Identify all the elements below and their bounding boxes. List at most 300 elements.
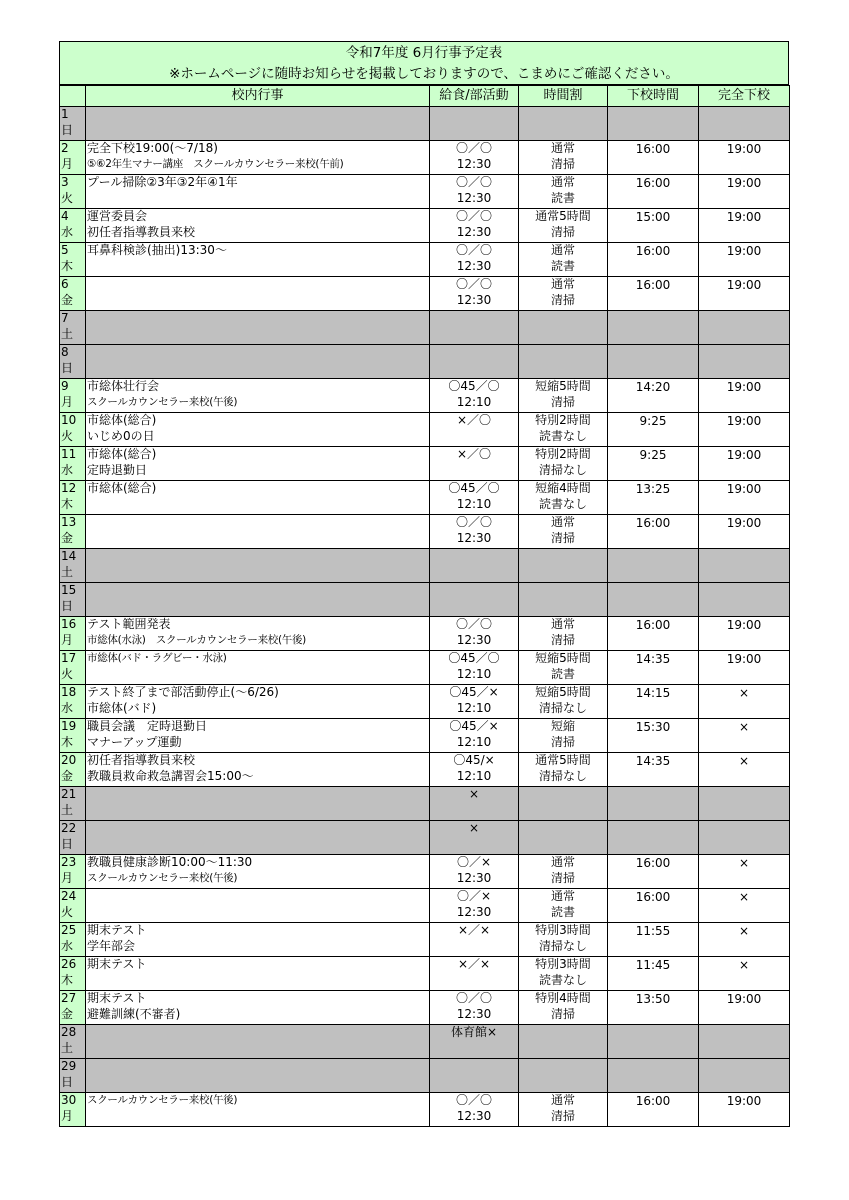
table-row bbox=[60, 311, 790, 345]
schedule-cell bbox=[519, 209, 608, 243]
leave-time: 14:15 bbox=[608, 685, 699, 719]
day-of-week: 土 bbox=[61, 802, 74, 817]
schedule-type: 通常 bbox=[550, 855, 575, 869]
day-of-week: 金 bbox=[61, 768, 74, 783]
day-cell bbox=[60, 311, 86, 345]
event-cell bbox=[86, 821, 430, 855]
event-line: 運営委員会 bbox=[87, 209, 148, 223]
day-cell bbox=[60, 957, 86, 991]
schedule-cell bbox=[519, 991, 608, 1025]
event-line: 避難訓練(不審者) bbox=[87, 1006, 181, 1021]
day-number: 2 bbox=[61, 141, 69, 155]
meal-cell bbox=[430, 107, 519, 141]
day-cell bbox=[60, 175, 86, 209]
meal-cell bbox=[430, 209, 519, 243]
meal-time: 12:10 bbox=[456, 496, 492, 511]
schedule-cell bbox=[519, 277, 608, 311]
meal-time: 12:10 bbox=[456, 666, 492, 681]
table-row bbox=[60, 175, 790, 209]
event-cell bbox=[86, 617, 430, 651]
header-leave-time: 下校時間 bbox=[608, 86, 699, 107]
table-row bbox=[60, 719, 790, 753]
event-cell bbox=[86, 175, 430, 209]
day-number: 24 bbox=[61, 889, 77, 903]
final-leave-time: 19:00 bbox=[699, 651, 790, 685]
leave-time: 13:25 bbox=[608, 481, 699, 515]
schedule-type: 通常 bbox=[550, 889, 575, 903]
table-row bbox=[60, 787, 790, 821]
meal-cell bbox=[430, 991, 519, 1025]
schedule-activity: 清掃なし bbox=[538, 700, 587, 715]
day-number: 26 bbox=[61, 957, 77, 971]
final-leave-time: 19:00 bbox=[699, 413, 790, 447]
meal-cell bbox=[430, 855, 519, 889]
event-cell bbox=[86, 107, 430, 141]
event-cell bbox=[86, 1025, 430, 1059]
final-leave-time: × bbox=[699, 719, 790, 753]
schedule-type: 通常 bbox=[550, 515, 575, 529]
leave-time: 11:55 bbox=[608, 923, 699, 957]
schedule-cell bbox=[519, 141, 608, 175]
event-line: 初任者指導教員来校 bbox=[87, 753, 196, 767]
final-leave-time bbox=[699, 345, 790, 379]
day-of-week: 日 bbox=[61, 122, 74, 137]
leave-time: 16:00 bbox=[608, 277, 699, 311]
final-leave-time: × bbox=[699, 855, 790, 889]
meal-club-status: 〇／× bbox=[456, 855, 492, 869]
schedule-cell bbox=[519, 1025, 608, 1059]
schedule-cell bbox=[519, 787, 608, 821]
day-number: 14 bbox=[61, 549, 77, 563]
final-leave-time bbox=[699, 549, 790, 583]
schedule-cell bbox=[519, 685, 608, 719]
leave-time: 16:00 bbox=[608, 141, 699, 175]
meal-cell bbox=[430, 1093, 519, 1127]
day-of-week: 月 bbox=[61, 632, 74, 647]
event-line: 定時退勤日 bbox=[87, 462, 148, 477]
day-cell bbox=[60, 855, 86, 889]
event-line: スクールカウンセラー来校(午後) bbox=[87, 1094, 238, 1106]
event-cell bbox=[86, 209, 430, 243]
event-cell bbox=[86, 243, 430, 277]
meal-club-status: 〇45／〇 bbox=[448, 481, 500, 495]
meal-time: 12:10 bbox=[456, 394, 492, 409]
final-leave-time: × bbox=[699, 889, 790, 923]
final-leave-time: × bbox=[699, 957, 790, 991]
final-leave-time bbox=[699, 1059, 790, 1093]
leave-time: 16:00 bbox=[608, 889, 699, 923]
event-line: 市総体(水泳) スクールカウンセラー来校(午後) bbox=[87, 633, 306, 646]
final-leave-time bbox=[699, 107, 790, 141]
schedule-cell bbox=[519, 311, 608, 345]
meal-cell bbox=[430, 787, 519, 821]
meal-club-status: 〇／〇 bbox=[455, 277, 492, 291]
meal-cell bbox=[430, 821, 519, 855]
table-row bbox=[60, 515, 790, 549]
day-of-week: 水 bbox=[61, 224, 74, 239]
schedule-cell bbox=[519, 107, 608, 141]
table-row bbox=[60, 923, 790, 957]
final-leave-time: × bbox=[699, 753, 790, 787]
meal-cell bbox=[430, 379, 519, 413]
day-of-week: 月 bbox=[61, 156, 74, 171]
table-row bbox=[60, 107, 790, 141]
meal-club-status: 〇／〇 bbox=[455, 141, 492, 155]
meal-club-status: × bbox=[468, 821, 480, 835]
event-cell bbox=[86, 277, 430, 311]
meal-club-status: 〇／× bbox=[456, 889, 492, 903]
final-leave-time: 19:00 bbox=[699, 175, 790, 209]
header-day bbox=[60, 86, 86, 107]
schedule-cell bbox=[519, 889, 608, 923]
schedule-activity: 清掃 bbox=[550, 224, 575, 239]
event-line: テスト範囲発表 bbox=[87, 617, 171, 631]
schedule-cell bbox=[519, 379, 608, 413]
schedule-activity: 清掃 bbox=[550, 734, 575, 749]
final-leave-time: 19:00 bbox=[699, 447, 790, 481]
schedule-cell bbox=[519, 243, 608, 277]
table-row bbox=[60, 821, 790, 855]
event-cell bbox=[86, 923, 430, 957]
event-cell bbox=[86, 855, 430, 889]
schedule-type: 特別3時間 bbox=[535, 957, 591, 971]
leave-time: 16:00 bbox=[608, 515, 699, 549]
schedule-cell bbox=[519, 481, 608, 515]
meal-time: 体育館× bbox=[450, 1025, 498, 1039]
day-of-week: 日 bbox=[61, 598, 74, 613]
table-row bbox=[60, 583, 790, 617]
event-cell bbox=[86, 1059, 430, 1093]
event-line: マナーアップ運動 bbox=[87, 734, 182, 749]
meal-cell bbox=[430, 1025, 519, 1059]
event-line: 耳鼻科検診(抽出)13:30〜 bbox=[87, 243, 227, 257]
schedule-activity: 清掃なし bbox=[538, 462, 587, 477]
meal-cell bbox=[430, 243, 519, 277]
day-of-week: 日 bbox=[61, 836, 74, 851]
day-of-week: 木 bbox=[61, 496, 74, 511]
day-of-week: 月 bbox=[61, 870, 74, 885]
meal-time: 12:30 bbox=[456, 292, 492, 307]
day-cell bbox=[60, 617, 86, 651]
event-line: プール掃除②3年③2年④1年 bbox=[87, 175, 238, 189]
day-number: 23 bbox=[61, 855, 77, 869]
meal-cell bbox=[430, 345, 519, 379]
schedule-activity: 清掃 bbox=[550, 292, 575, 307]
table-row bbox=[60, 617, 790, 651]
header-events: 校内行事 bbox=[86, 86, 430, 107]
day-cell bbox=[60, 821, 86, 855]
day-of-week: 火 bbox=[61, 904, 74, 919]
day-cell bbox=[60, 515, 86, 549]
day-of-week: 土 bbox=[61, 1040, 74, 1055]
day-cell bbox=[60, 277, 86, 311]
day-cell bbox=[60, 141, 86, 175]
day-number: 19 bbox=[61, 719, 77, 733]
meal-time: 12:30 bbox=[456, 190, 492, 205]
schedule-sheet bbox=[59, 41, 789, 1127]
day-cell bbox=[60, 685, 86, 719]
meal-club-status: 〇45/× bbox=[453, 753, 495, 767]
leave-time: 14:35 bbox=[608, 651, 699, 685]
schedule-activity: 清掃 bbox=[550, 632, 575, 647]
schedule-cell bbox=[519, 821, 608, 855]
header-final-time: 完全下校 bbox=[699, 86, 790, 107]
event-cell bbox=[86, 345, 430, 379]
day-of-week: 水 bbox=[61, 938, 74, 953]
leave-time: 14:35 bbox=[608, 753, 699, 787]
meal-cell bbox=[430, 957, 519, 991]
day-of-week: 水 bbox=[61, 700, 74, 715]
schedule-activity: 清掃なし bbox=[538, 768, 587, 783]
schedule-type: 特別4時間 bbox=[535, 991, 591, 1005]
meal-cell bbox=[430, 549, 519, 583]
leave-time bbox=[608, 549, 699, 583]
event-cell bbox=[86, 413, 430, 447]
day-number: 9 bbox=[61, 379, 69, 393]
day-cell bbox=[60, 481, 86, 515]
day-number: 1 bbox=[61, 107, 69, 121]
final-leave-time: × bbox=[699, 923, 790, 957]
table-row bbox=[60, 549, 790, 583]
day-number: 6 bbox=[61, 277, 69, 291]
meal-club-status: 〇／〇 bbox=[455, 243, 492, 257]
table-row bbox=[60, 991, 790, 1025]
header-meal: 給食/部活動 bbox=[430, 86, 519, 107]
event-line: 学年部会 bbox=[87, 938, 136, 953]
schedule-activity: 清掃 bbox=[550, 394, 575, 409]
day-cell bbox=[60, 719, 86, 753]
schedule-activity: 清掃 bbox=[550, 1006, 575, 1021]
leave-time: 16:00 bbox=[608, 243, 699, 277]
day-of-week: 火 bbox=[61, 190, 74, 205]
meal-cell bbox=[430, 277, 519, 311]
day-of-week: 日 bbox=[61, 360, 74, 375]
meal-club-status: ×／〇 bbox=[456, 447, 492, 461]
schedule-type: 短縮5時間 bbox=[535, 379, 591, 393]
leave-time bbox=[608, 107, 699, 141]
meal-club-status: 〇45／〇 bbox=[448, 651, 500, 665]
event-line: テスト終了まで部活動停止(〜6/26) bbox=[87, 685, 279, 699]
schedule-type: 短縮5時間 bbox=[535, 651, 591, 665]
event-cell bbox=[86, 719, 430, 753]
day-number: 8 bbox=[61, 345, 69, 359]
schedule-cell bbox=[519, 447, 608, 481]
day-cell bbox=[60, 787, 86, 821]
day-number: 13 bbox=[61, 515, 77, 529]
day-cell bbox=[60, 107, 86, 141]
final-leave-time bbox=[699, 1025, 790, 1059]
event-line: 市総体(総合) bbox=[87, 413, 157, 427]
table-row bbox=[60, 447, 790, 481]
day-of-week: 木 bbox=[61, 258, 74, 273]
day-number: 20 bbox=[61, 753, 77, 767]
meal-time: 12:10 bbox=[456, 700, 492, 715]
table-row bbox=[60, 685, 790, 719]
meal-cell bbox=[430, 141, 519, 175]
day-number: 30 bbox=[61, 1093, 77, 1107]
table-row bbox=[60, 379, 790, 413]
day-of-week: 木 bbox=[61, 734, 74, 749]
day-cell bbox=[60, 651, 86, 685]
notice-text: ※ホームページに随時お知らせを掲載しておりますので、こまめにご確認ください。 bbox=[169, 66, 679, 82]
event-line: スクールカウンセラー来校(午後) bbox=[87, 871, 238, 884]
schedule-activity: 清掃 bbox=[550, 870, 575, 885]
table-row bbox=[60, 855, 790, 889]
meal-cell bbox=[430, 481, 519, 515]
schedule-cell bbox=[519, 549, 608, 583]
event-cell bbox=[86, 549, 430, 583]
day-cell bbox=[60, 1059, 86, 1093]
day-cell bbox=[60, 447, 86, 481]
schedule-type: 通常 bbox=[550, 617, 575, 631]
table-row bbox=[60, 209, 790, 243]
event-line: 教職員健康診断10:00〜11:30 bbox=[87, 855, 253, 869]
meal-cell bbox=[430, 923, 519, 957]
schedule-cell bbox=[519, 651, 608, 685]
schedule-activity: 清掃 bbox=[550, 156, 575, 171]
day-cell bbox=[60, 379, 86, 413]
header-schedule: 時間割 bbox=[519, 86, 608, 107]
table-row bbox=[60, 481, 790, 515]
event-cell bbox=[86, 481, 430, 515]
day-of-week: 金 bbox=[61, 292, 74, 307]
day-of-week: 月 bbox=[61, 1108, 74, 1123]
meal-club-status: ×／× bbox=[457, 923, 491, 937]
event-cell bbox=[86, 583, 430, 617]
meal-club-status: 〇45／× bbox=[449, 719, 499, 733]
event-line: 期末テスト bbox=[87, 991, 147, 1005]
day-cell bbox=[60, 345, 86, 379]
meal-time: 12:30 bbox=[456, 870, 492, 885]
meal-cell bbox=[430, 719, 519, 753]
day-number: 27 bbox=[61, 991, 77, 1005]
table-row bbox=[60, 141, 790, 175]
meal-cell bbox=[430, 651, 519, 685]
meal-club-status: 〇／〇 bbox=[455, 209, 492, 223]
day-number: 16 bbox=[61, 617, 77, 631]
event-line: 教職員救命救急講習会15:00〜 bbox=[87, 768, 254, 783]
day-of-week: 月 bbox=[61, 394, 74, 409]
schedule-type: 特別2時間 bbox=[535, 447, 591, 461]
schedule-activity: 読書 bbox=[550, 666, 575, 681]
meal-cell bbox=[430, 617, 519, 651]
day-number: 7 bbox=[61, 311, 69, 325]
leave-time: 9:25 bbox=[608, 413, 699, 447]
final-leave-time: 19:00 bbox=[699, 481, 790, 515]
schedule-type: 通常5時間 bbox=[535, 209, 591, 223]
title-box bbox=[59, 41, 789, 85]
schedule-activity: 読書 bbox=[550, 190, 575, 205]
day-cell bbox=[60, 1093, 86, 1127]
day-number: 29 bbox=[61, 1059, 77, 1073]
table-row bbox=[60, 957, 790, 991]
day-number: 15 bbox=[61, 583, 77, 597]
day-number: 28 bbox=[61, 1025, 77, 1039]
meal-cell bbox=[430, 889, 519, 923]
event-cell bbox=[86, 753, 430, 787]
day-of-week: 火 bbox=[61, 666, 74, 681]
table-row bbox=[60, 277, 790, 311]
event-cell bbox=[86, 379, 430, 413]
event-cell bbox=[86, 311, 430, 345]
day-of-week: 木 bbox=[61, 972, 74, 987]
schedule-cell bbox=[519, 1059, 608, 1093]
schedule-type: 通常 bbox=[550, 141, 575, 155]
schedule-type: 短縮5時間 bbox=[535, 685, 591, 699]
meal-club-status: 〇／〇 bbox=[455, 175, 492, 189]
schedule-type: 通常 bbox=[550, 243, 575, 257]
leave-time: 15:00 bbox=[608, 209, 699, 243]
meal-club-status: 〇／〇 bbox=[455, 1093, 492, 1107]
leave-time: 16:00 bbox=[608, 1093, 699, 1127]
day-of-week: 金 bbox=[61, 530, 74, 545]
event-cell bbox=[86, 685, 430, 719]
meal-cell bbox=[430, 685, 519, 719]
event-line: 市総体(総合) bbox=[87, 481, 157, 495]
schedule-table bbox=[59, 85, 790, 1127]
event-cell bbox=[86, 651, 430, 685]
final-leave-time: 19:00 bbox=[699, 277, 790, 311]
schedule-type: 特別2時間 bbox=[535, 413, 591, 427]
event-line: ⑤⑥2年生マナー講座 スクールカウンセラー来校(午前) bbox=[87, 157, 344, 170]
schedule-cell bbox=[519, 855, 608, 889]
meal-club-status: 〇／〇 bbox=[455, 515, 492, 529]
event-cell bbox=[86, 515, 430, 549]
meal-club-status: 〇／〇 bbox=[455, 617, 492, 631]
meal-time: 12:30 bbox=[456, 1006, 492, 1021]
schedule-cell bbox=[519, 923, 608, 957]
leave-time bbox=[608, 787, 699, 821]
day-cell bbox=[60, 209, 86, 243]
event-line: 市総体壮行会 bbox=[87, 379, 160, 393]
schedule-type: 通常 bbox=[550, 1093, 575, 1107]
meal-time: 12:30 bbox=[456, 530, 492, 545]
schedule-cell bbox=[519, 345, 608, 379]
day-of-week: 日 bbox=[61, 1074, 74, 1089]
day-cell bbox=[60, 991, 86, 1025]
day-cell bbox=[60, 583, 86, 617]
table-row bbox=[60, 413, 790, 447]
final-leave-time: 19:00 bbox=[699, 1093, 790, 1127]
schedule-activity: 読書なし bbox=[538, 496, 587, 511]
schedule-activity: 清掃 bbox=[550, 1108, 575, 1123]
table-row bbox=[60, 1059, 790, 1093]
event-cell bbox=[86, 447, 430, 481]
meal-time: 12:30 bbox=[456, 156, 492, 171]
day-cell bbox=[60, 413, 86, 447]
schedule-cell bbox=[519, 753, 608, 787]
meal-cell bbox=[430, 753, 519, 787]
final-leave-time: 19:00 bbox=[699, 617, 790, 651]
meal-cell bbox=[430, 583, 519, 617]
schedule-cell bbox=[519, 617, 608, 651]
leave-time: 9:25 bbox=[608, 447, 699, 481]
day-cell bbox=[60, 549, 86, 583]
meal-time: 12:10 bbox=[456, 768, 492, 783]
meal-cell bbox=[430, 311, 519, 345]
day-number: 10 bbox=[61, 413, 77, 427]
final-leave-time: 19:00 bbox=[699, 379, 790, 413]
event-line: 職員会議 定時退勤日 bbox=[87, 719, 208, 733]
meal-time: 12:30 bbox=[456, 258, 492, 273]
leave-time bbox=[608, 311, 699, 345]
day-cell bbox=[60, 1025, 86, 1059]
table-row bbox=[60, 753, 790, 787]
day-number: 11 bbox=[61, 447, 77, 461]
final-leave-time bbox=[699, 821, 790, 855]
final-leave-time: × bbox=[699, 685, 790, 719]
meal-club-status: ×／〇 bbox=[456, 413, 492, 427]
